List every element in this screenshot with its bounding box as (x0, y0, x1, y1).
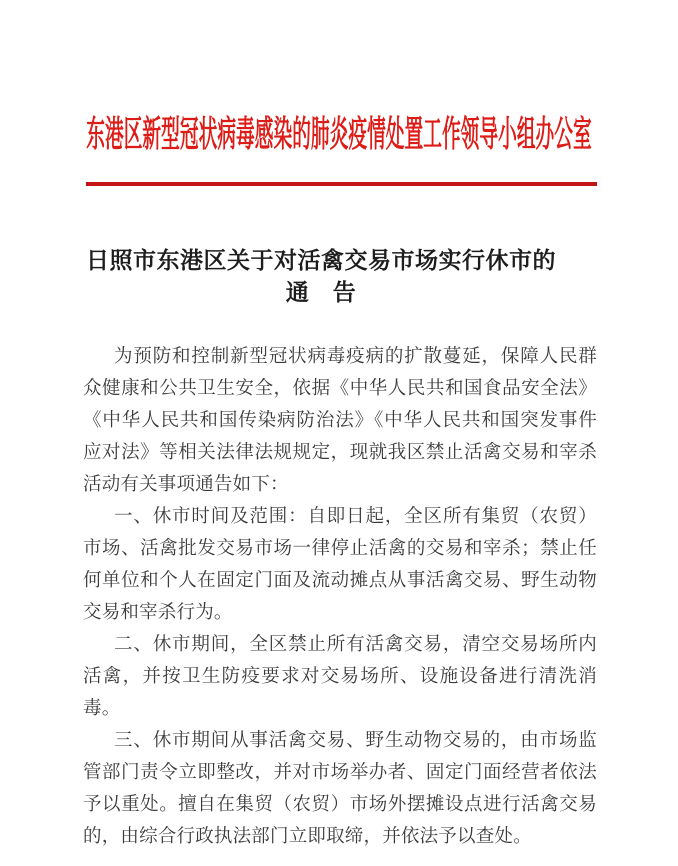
letterhead (0, 114, 678, 162)
letterhead-divider (86, 182, 597, 186)
letterhead-org-name: 东港区新型冠状病毒感染的肺炎疫情处置工作领导小组办公室 (86, 114, 592, 154)
document-title-line-1: 日照市东港区关于对活禽交易市场实行休市的 (86, 248, 556, 273)
body-paragraph: 二、休市期间，全区禁止所有活禽交易，清空交易场所内活禽，并按卫生防疫要求对交易场所、设施设备进行清洗消毒。 (83, 635, 597, 719)
document-title (65, 245, 577, 309)
body-paragraph: 为预防和控制新型冠状病毒疫病的扩散蔓延，保障人民群众健康和公共卫生安全，依据《中华人民共和国食品安全法》《中华人民共和国传染病防治法》《中华人民共和国突发事件应对法》等相关法律法规规定，现就我区禁止活禽交易和宰杀活动有关事项通告如下： (83, 347, 597, 495)
body-paragraph: 一、休市时间及范围：自即日起，全区所有集贸（农贸）市场、活禽批发交易市场一律停止活禽的交易和宰杀；禁止任何单位和个人在固定门面及流动摊点从事活禽交易、野生动物交易和宰杀行为。 (83, 507, 597, 623)
body-paragraph: 三、休市期间从事活禽交易、野生动物交易的，由市场监管部门责令立即整改，并对市场举办者、固定门面经营者依法予以重处。擅自在集贸（农贸）市场外摆摊设点进行活禽交易的，由综合行政执法部门立即取缔，并依法予以查处。 (83, 731, 597, 847)
document-body (83, 341, 597, 853)
document-title-line-2: 通 告 (285, 280, 357, 305)
letterhead-org-name-wrapper (0, 114, 678, 154)
